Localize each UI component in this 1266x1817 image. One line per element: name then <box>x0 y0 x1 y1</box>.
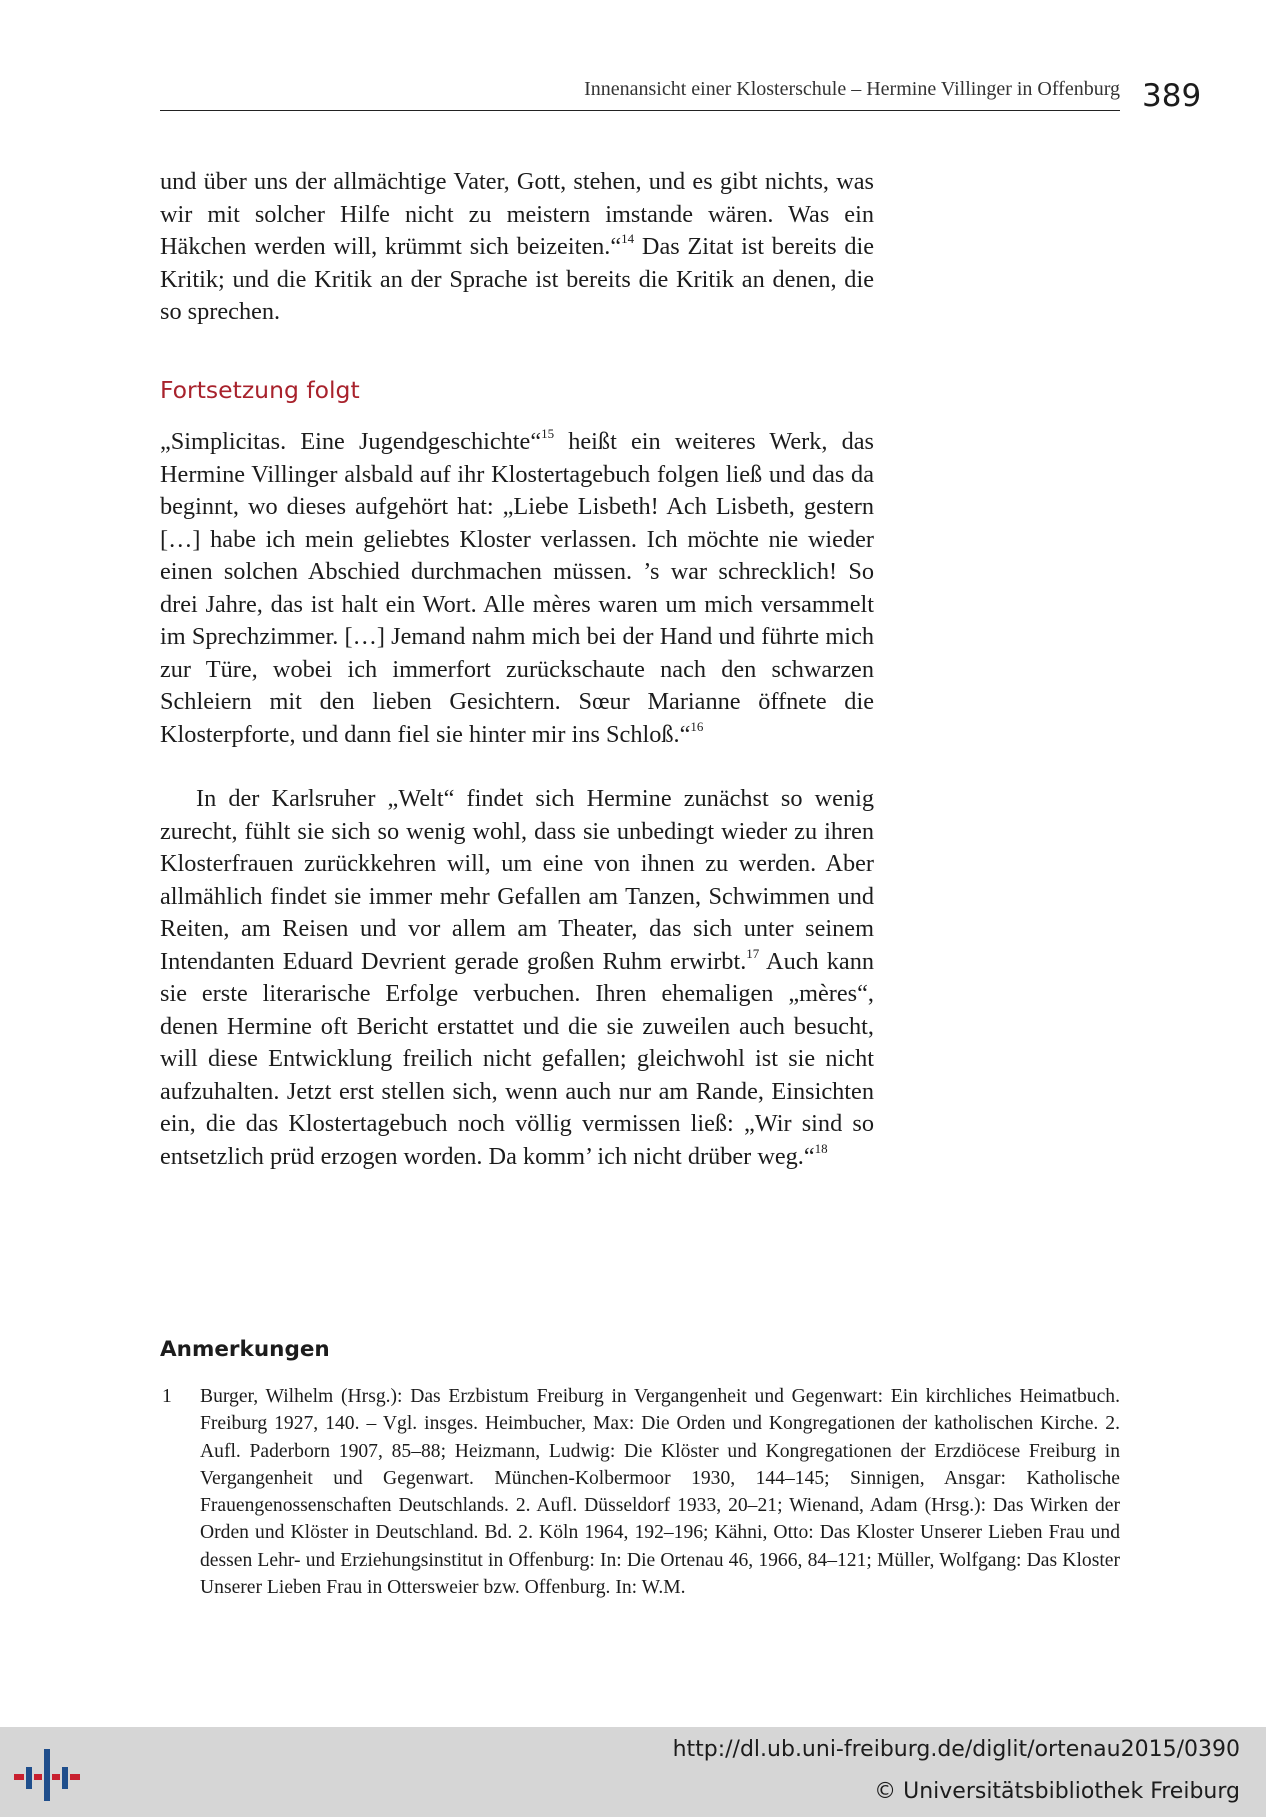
footnote-ref-15[interactable]: 15 <box>541 426 555 441</box>
paragraph-text: Auch kann sie erste literarische Erfolge verbuchen. Ihren ehemaligen „mères“, denen Hermine oft Bericht erstattet und die sie zuweilen auch besucht, will diese Entwicklung freilich nicht gefallen; gleichwohl ist sie nicht aufzuhalten. Jetzt erst stellen sich, wenn auch nur am Rande, Einsichten ein, die das Klostertagebuch noch völlig vermissen ließ: „Wir sind so entsetzlich prüd erzogen worden. Da komm’ ich nicht drüber weg.“ <box>160 947 874 1170</box>
ub-freiburg-logo-icon[interactable] <box>14 1745 80 1805</box>
permalink-url[interactable]: http://dl.ub.uni-freiburg.de/diglit/ortenau2015/0390 <box>672 1737 1240 1762</box>
paragraph-text: Das Zitat ist bereits die Kritik; und die Kritik an der Sprache ist bereits die Kritik an denen, die so sprechen. <box>160 233 874 325</box>
copyright-notice: © Universitätsbibliothek Freiburg <box>874 1779 1240 1804</box>
endnote-item <box>160 1383 1120 1601</box>
paragraph-continuation <box>160 166 874 329</box>
section-heading: Fortsetzung folgt <box>160 376 360 404</box>
footnote-ref-17[interactable]: 17 <box>746 945 760 961</box>
paragraph-text: In der Karlsruher „Welt“ findet sich Hermine zunächst so wenig zurecht, fühlt sie sich so wenig wohl, dass sie unbedingt wieder zu ihren Klosterfrauen zurückkehren will, um eine von ihnen zu werden. Aber allmählich findet sie immer mehr Gefallen am Tanzen, Schwimmen und Reiten, am Reisen und vor allem am Theater, das sich unter seinem Intendanten Eduard Devrient gerade großen Ruhm erwirbt. <box>160 785 874 975</box>
paragraph-text: heißt ein weiteres Werk, das Hermine Villinger alsbald auf ihr Klostertagebuch folgen ließ und das da beginnt, wo dieses aufgehört hat: „Liebe Lisbeth! Ach Lisbeth, gestern […] habe ich mein geliebtes Kloster verlassen. Ich möchte nie wieder einen solchen Abschied durchmachen müssen. ’s war schrecklich! So drei Jahre, das ist halt ein Wort. Alle mères waren um mich versammelt im Sprechzimmer. […] Jemand nahm mich bei der Hand und führte mich zur Türe, wobei ich immerfort zurückschaute nach den schwarzen Schleiern mit den lieben Gesichtern. Sœur Marianne öffnete die Klosterpforte, und dann fiel sie hinter mir ins Schloß.“ <box>160 428 874 748</box>
paragraph-text: und über uns der allmächtige Vater, Gott, stehen, und es gibt nichts, was wir mit solcher Hilfe nicht zu meistern imstande wären. Was ein Häkchen werden will, krümmt sich beizeiten.“ <box>160 168 874 260</box>
running-head: Innenansicht einer Klosterschule – Hermine Villinger in Offenburg <box>584 78 1120 100</box>
page-number: 389 <box>1142 78 1202 114</box>
paragraph-text: „Simplicitas. Eine Jugendgeschichte“ <box>160 428 542 455</box>
paragraph-simplicitas <box>160 426 874 751</box>
footnote-ref-18[interactable]: 18 <box>814 1140 828 1156</box>
footnote-ref-16[interactable]: 16 <box>690 718 704 734</box>
notes-heading: Anmerkungen <box>160 1337 330 1362</box>
footer-bar <box>0 1727 1266 1817</box>
endnote-text: Burger, Wilhelm (Hrsg.): Das Erzbistum Freiburg in Vergangenheit und Gegenwart: Ein kirchliches Heimatbuch. Freiburg 1927, 140. – Vgl. insges. Heimbucher, Max: Die Orden und Kongregationen der katholischen Kirche. 2. Aufl. Paderborn 1907, 85–88; Heizmann, Ludwig: Die Klöster und Kongregationen der Erzdiöcese Freiburg in Vergangenheit und Gegenwart. München-Kolbermoor 1930, 144–145; Sinnigen, Ansgar: Katholische Frauengenossenschaften Deutschlands. 2. Aufl. Düsseldorf 1933, 20–21; Wienand, Adam (Hrsg.): Das Wirken der Orden und Klöster in Deutschland. Bd. 2. Köln 1964, 192–196; Kähni, Otto: Das Kloster Unserer Lieben Frau und dessen Lehr- und Erziehungsinstitut in Offenburg: In: Die Ortenau 46, 1966, 84–121; Müller, Wolfgang: Das Kloster Unserer Lieben Frau in Ottersweier bzw. Offenburg. In: W.M. <box>200 1386 1120 1599</box>
paragraph-karlsruhe <box>160 783 874 1173</box>
footnote-ref-14[interactable]: 14 <box>621 231 635 246</box>
header-rule <box>160 110 1120 111</box>
endnote-number: 1 <box>162 1386 172 1407</box>
